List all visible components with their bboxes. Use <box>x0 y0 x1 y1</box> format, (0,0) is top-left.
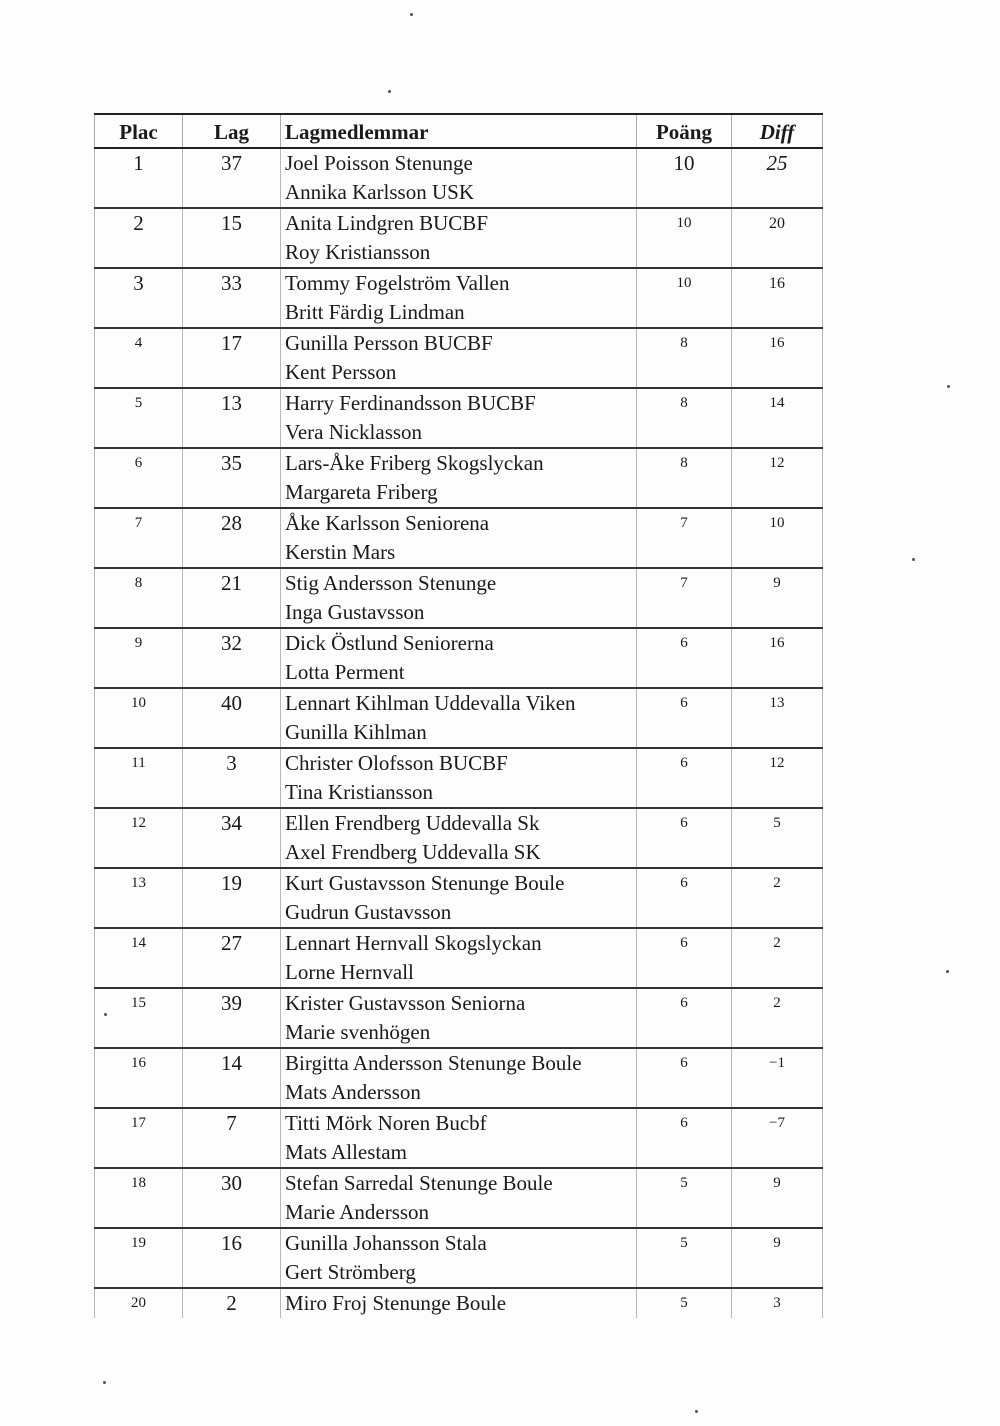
header-members: Lagmedlemmar <box>281 114 637 148</box>
points-cell: 6 <box>637 868 732 898</box>
team-row <box>95 1228 823 1258</box>
points-cell: 5 <box>637 1228 732 1258</box>
member-name-cell: Tommy Fogelström Vallen <box>281 268 637 298</box>
diff-cell: −1 <box>732 1048 823 1078</box>
empty-cell <box>95 178 183 208</box>
team-row <box>95 628 823 658</box>
team-row-second-member <box>95 1198 823 1228</box>
member-name-cell: Gunilla Johansson Stala <box>281 1228 637 1258</box>
scan-speck <box>946 970 949 973</box>
empty-cell <box>95 718 183 748</box>
empty-cell <box>95 298 183 328</box>
member-name-cell: Anita Lindgren BUCBF <box>281 208 637 238</box>
empty-cell <box>183 838 281 868</box>
team-row-second-member <box>95 718 823 748</box>
team-row-second-member <box>95 838 823 868</box>
scan-speck <box>695 1410 698 1413</box>
member-name-cell: Kurt Gustavsson Stenunge Boule <box>281 868 637 898</box>
team-row-second-member <box>95 1258 823 1288</box>
empty-cell <box>637 1198 732 1228</box>
member-name-cell: Stig Andersson Stenunge <box>281 568 637 598</box>
empty-cell <box>637 1078 732 1108</box>
team-number-cell: 7 <box>183 1108 281 1138</box>
empty-cell <box>183 298 281 328</box>
member-name-cell: Lorne Hernvall <box>281 958 637 988</box>
team-row <box>95 448 823 478</box>
empty-cell <box>637 838 732 868</box>
member-name-cell: Ellen Frendberg Uddevalla Sk <box>281 808 637 838</box>
member-name-cell: Marie Andersson <box>281 1198 637 1228</box>
empty-cell <box>732 778 823 808</box>
empty-cell <box>95 658 183 688</box>
member-name-cell: Birgitta Andersson Stenunge Boule <box>281 1048 637 1078</box>
points-cell: 5 <box>637 1168 732 1198</box>
points-cell: 10 <box>637 148 732 178</box>
member-name-cell: Titti Mörk Noren Bucbf <box>281 1108 637 1138</box>
team-row <box>95 1168 823 1198</box>
empty-cell <box>637 178 732 208</box>
placement-cell: 4 <box>95 328 183 358</box>
results-body <box>95 148 823 1318</box>
empty-cell <box>732 478 823 508</box>
points-cell: 7 <box>637 508 732 538</box>
team-row-second-member <box>95 178 823 208</box>
empty-cell <box>637 1258 732 1288</box>
member-name-cell: Britt Färdig Lindman <box>281 298 637 328</box>
team-row <box>95 1048 823 1078</box>
empty-cell <box>637 778 732 808</box>
placement-cell: 12 <box>95 808 183 838</box>
empty-cell <box>637 1138 732 1168</box>
empty-cell <box>637 658 732 688</box>
team-row-second-member <box>95 778 823 808</box>
team-row <box>95 988 823 1018</box>
placement-cell: 9 <box>95 628 183 658</box>
diff-cell: 2 <box>732 928 823 958</box>
empty-cell <box>732 1018 823 1048</box>
empty-cell <box>637 538 732 568</box>
team-number-cell: 3 <box>183 748 281 778</box>
member-name-cell: Dick Östlund Seniorerna <box>281 628 637 658</box>
team-row-second-member <box>95 478 823 508</box>
member-name-cell: Margareta Friberg <box>281 478 637 508</box>
empty-cell <box>183 658 281 688</box>
empty-cell <box>637 238 732 268</box>
empty-cell <box>732 658 823 688</box>
header-lag: Lag <box>183 114 281 148</box>
diff-cell: 12 <box>732 448 823 478</box>
member-name-cell: Gunilla Kihlman <box>281 718 637 748</box>
team-row-second-member <box>95 238 823 268</box>
member-name-cell: Gunilla Persson BUCBF <box>281 328 637 358</box>
team-number-cell: 13 <box>183 388 281 418</box>
team-row-second-member <box>95 898 823 928</box>
points-cell: 6 <box>637 1108 732 1138</box>
points-cell: 6 <box>637 628 732 658</box>
team-row <box>95 688 823 718</box>
results-table <box>94 113 823 1318</box>
diff-cell: 20 <box>732 208 823 238</box>
member-name-cell: Kent Persson <box>281 358 637 388</box>
placement-cell: 5 <box>95 388 183 418</box>
empty-cell <box>183 898 281 928</box>
member-name-cell: Lars-Åke Friberg Skogslyckan <box>281 448 637 478</box>
points-cell: 6 <box>637 808 732 838</box>
team-row <box>95 748 823 778</box>
diff-cell: 14 <box>732 388 823 418</box>
empty-cell <box>732 898 823 928</box>
empty-cell <box>183 598 281 628</box>
member-name-cell: Vera Nicklasson <box>281 418 637 448</box>
placement-cell: 20 <box>95 1288 183 1318</box>
team-number-cell: 35 <box>183 448 281 478</box>
empty-cell <box>183 958 281 988</box>
empty-cell <box>732 178 823 208</box>
empty-cell <box>183 538 281 568</box>
placement-cell: 17 <box>95 1108 183 1138</box>
placement-cell: 1 <box>95 148 183 178</box>
empty-cell <box>732 1078 823 1108</box>
empty-cell <box>183 1198 281 1228</box>
member-name-cell: Miro Froj Stenunge Boule <box>281 1288 637 1318</box>
team-number-cell: 33 <box>183 268 281 298</box>
empty-cell <box>637 298 732 328</box>
team-row-second-member <box>95 538 823 568</box>
team-number-cell: 14 <box>183 1048 281 1078</box>
empty-cell <box>95 1198 183 1228</box>
placement-cell: 2 <box>95 208 183 238</box>
header-plac: Plac <box>95 114 183 148</box>
empty-cell <box>183 418 281 448</box>
team-row-second-member <box>95 1018 823 1048</box>
empty-cell <box>183 1078 281 1108</box>
team-row-second-member <box>95 358 823 388</box>
team-number-cell: 15 <box>183 208 281 238</box>
empty-cell <box>183 178 281 208</box>
points-cell: 5 <box>637 1288 732 1318</box>
empty-cell <box>732 1138 823 1168</box>
empty-cell <box>95 478 183 508</box>
empty-cell <box>732 1258 823 1288</box>
team-row-second-member <box>95 958 823 988</box>
empty-cell <box>637 358 732 388</box>
member-name-cell: Krister Gustavsson Seniorna <box>281 988 637 1018</box>
scan-speck <box>912 558 915 561</box>
header-diff: Diff <box>732 114 823 148</box>
empty-cell <box>732 958 823 988</box>
points-cell: 10 <box>637 208 732 238</box>
member-name-cell: Axel Frendberg Uddevalla SK <box>281 838 637 868</box>
team-number-cell: 40 <box>183 688 281 718</box>
placement-cell: 7 <box>95 508 183 538</box>
placement-cell: 3 <box>95 268 183 298</box>
empty-cell <box>95 778 183 808</box>
empty-cell <box>732 358 823 388</box>
team-row-second-member <box>95 658 823 688</box>
team-row <box>95 928 823 958</box>
member-name-cell: Lennart Hernvall Skogslyckan <box>281 928 637 958</box>
points-cell: 6 <box>637 688 732 718</box>
empty-cell <box>95 1258 183 1288</box>
points-cell: 10 <box>637 268 732 298</box>
placement-cell: 13 <box>95 868 183 898</box>
team-row-second-member <box>95 418 823 448</box>
empty-cell <box>183 1138 281 1168</box>
member-name-cell: Kerstin Mars <box>281 538 637 568</box>
scan-speck <box>103 1381 106 1384</box>
team-number-cell: 34 <box>183 808 281 838</box>
empty-cell <box>637 478 732 508</box>
member-name-cell: Roy Kristiansson <box>281 238 637 268</box>
team-number-cell: 32 <box>183 628 281 658</box>
empty-cell <box>637 418 732 448</box>
empty-cell <box>95 538 183 568</box>
placement-cell: 19 <box>95 1228 183 1258</box>
member-name-cell: Stefan Sarredal Stenunge Boule <box>281 1168 637 1198</box>
empty-cell <box>183 1258 281 1288</box>
empty-cell <box>732 538 823 568</box>
empty-cell <box>732 1198 823 1228</box>
scan-speck <box>104 1013 107 1016</box>
team-number-cell: 28 <box>183 508 281 538</box>
diff-cell: 12 <box>732 748 823 778</box>
empty-cell <box>732 418 823 448</box>
member-name-cell: Christer Olofsson BUCBF <box>281 748 637 778</box>
empty-cell <box>732 838 823 868</box>
empty-cell <box>95 898 183 928</box>
placement-cell: 10 <box>95 688 183 718</box>
diff-cell: −7 <box>732 1108 823 1138</box>
team-row-second-member <box>95 598 823 628</box>
team-row <box>95 508 823 538</box>
empty-cell <box>183 238 281 268</box>
team-number-cell: 30 <box>183 1168 281 1198</box>
empty-cell <box>95 418 183 448</box>
diff-cell: 16 <box>732 328 823 358</box>
team-row <box>95 328 823 358</box>
empty-cell <box>637 1018 732 1048</box>
scan-speck <box>947 385 950 388</box>
empty-cell <box>95 1138 183 1168</box>
header-row <box>95 114 823 148</box>
member-name-cell: Inga Gustavsson <box>281 598 637 628</box>
empty-cell <box>183 478 281 508</box>
placement-cell: 6 <box>95 448 183 478</box>
empty-cell <box>637 958 732 988</box>
placement-cell: 11 <box>95 748 183 778</box>
empty-cell <box>732 598 823 628</box>
team-number-cell: 39 <box>183 988 281 1018</box>
placement-cell: 14 <box>95 928 183 958</box>
diff-cell: 10 <box>732 508 823 538</box>
scan-speck <box>410 13 413 16</box>
team-row <box>95 1108 823 1138</box>
empty-cell <box>732 238 823 268</box>
empty-cell <box>95 358 183 388</box>
empty-cell <box>637 898 732 928</box>
member-name-cell: Lotta Perment <box>281 658 637 688</box>
member-name-cell: Harry Ferdinandsson BUCBF <box>281 388 637 418</box>
empty-cell <box>637 598 732 628</box>
diff-cell: 25 <box>732 148 823 178</box>
team-number-cell: 37 <box>183 148 281 178</box>
team-row-second-member <box>95 1078 823 1108</box>
points-cell: 7 <box>637 568 732 598</box>
empty-cell <box>95 598 183 628</box>
empty-cell <box>95 1078 183 1108</box>
empty-cell <box>95 838 183 868</box>
diff-cell: 9 <box>732 1228 823 1258</box>
member-name-cell: Mats Allestam <box>281 1138 637 1168</box>
team-row-second-member <box>95 1138 823 1168</box>
empty-cell <box>183 778 281 808</box>
points-cell: 6 <box>637 748 732 778</box>
team-number-cell: 16 <box>183 1228 281 1258</box>
empty-cell <box>95 1018 183 1048</box>
member-name-cell: Marie svenhögen <box>281 1018 637 1048</box>
empty-cell <box>732 298 823 328</box>
points-cell: 6 <box>637 988 732 1018</box>
diff-cell: 9 <box>732 1168 823 1198</box>
team-number-cell: 21 <box>183 568 281 598</box>
member-name-cell: Gert Strömberg <box>281 1258 637 1288</box>
scan-speck <box>388 90 391 93</box>
team-row <box>95 388 823 418</box>
member-name-cell: Tina Kristiansson <box>281 778 637 808</box>
diff-cell: 2 <box>732 988 823 1018</box>
header-points: Poäng <box>637 114 732 148</box>
member-name-cell: Mats Andersson <box>281 1078 637 1108</box>
team-number-cell: 2 <box>183 1288 281 1318</box>
member-name-cell: Lennart Kihlman Uddevalla Viken <box>281 688 637 718</box>
points-cell: 6 <box>637 1048 732 1078</box>
diff-cell: 2 <box>732 868 823 898</box>
member-name-cell: Åke Karlsson Seniorena <box>281 508 637 538</box>
empty-cell <box>183 1018 281 1048</box>
placement-cell: 8 <box>95 568 183 598</box>
points-cell: 8 <box>637 328 732 358</box>
empty-cell <box>732 718 823 748</box>
team-row <box>95 868 823 898</box>
team-row <box>95 808 823 838</box>
empty-cell <box>183 718 281 748</box>
member-name-cell: Joel Poisson Stenunge <box>281 148 637 178</box>
placement-cell: 15 <box>95 988 183 1018</box>
team-number-cell: 27 <box>183 928 281 958</box>
team-row-second-member <box>95 298 823 328</box>
diff-cell: 16 <box>732 268 823 298</box>
empty-cell <box>95 238 183 268</box>
team-number-cell: 17 <box>183 328 281 358</box>
points-cell: 8 <box>637 388 732 418</box>
team-row <box>95 268 823 298</box>
team-number-cell: 19 <box>183 868 281 898</box>
member-name-cell: Gudrun Gustavsson <box>281 898 637 928</box>
empty-cell <box>95 958 183 988</box>
team-row <box>95 208 823 238</box>
diff-cell: 13 <box>732 688 823 718</box>
diff-cell: 16 <box>732 628 823 658</box>
diff-cell: 5 <box>732 808 823 838</box>
diff-cell: 9 <box>732 568 823 598</box>
points-cell: 6 <box>637 928 732 958</box>
empty-cell <box>637 718 732 748</box>
empty-cell <box>183 358 281 388</box>
placement-cell: 18 <box>95 1168 183 1198</box>
team-row <box>95 1288 823 1318</box>
team-row <box>95 148 823 178</box>
member-name-cell: Annika Karlsson USK <box>281 178 637 208</box>
points-cell: 8 <box>637 448 732 478</box>
placement-cell: 16 <box>95 1048 183 1078</box>
diff-cell: 3 <box>732 1288 823 1318</box>
team-row <box>95 568 823 598</box>
